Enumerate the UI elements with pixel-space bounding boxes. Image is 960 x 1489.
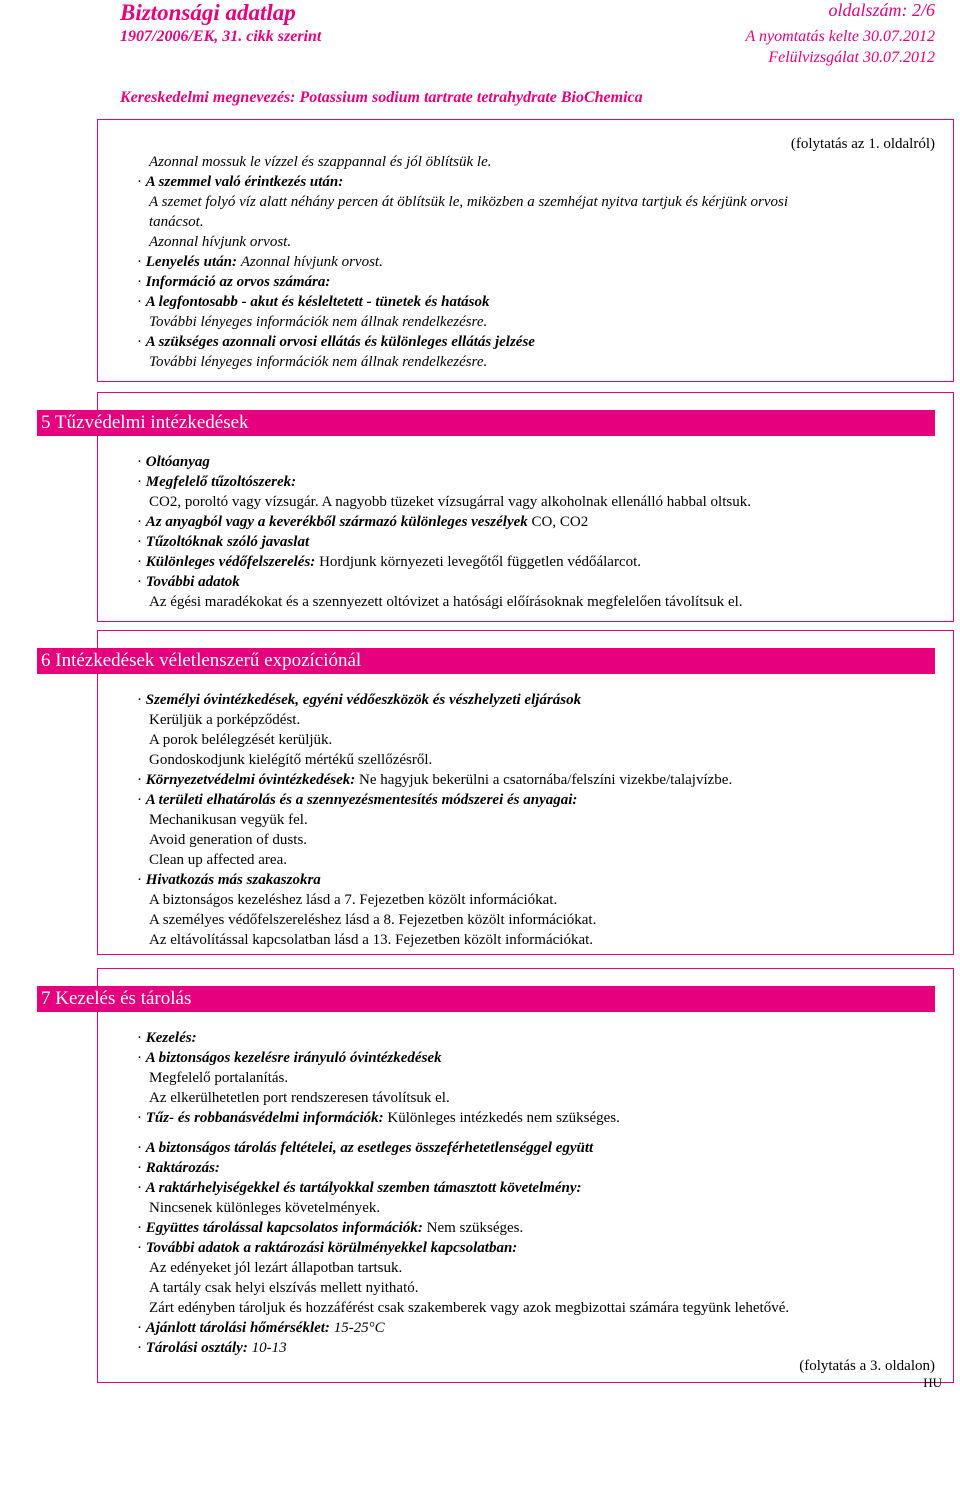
storage-requirements-heading: · A raktárhelyiségekkel és tartályokkal szemben támasztott követelmény: <box>137 1180 582 1196</box>
special-hazards-line: · Az anyagból vagy a keverékből származó különleges veszélyek CO, CO2 <box>137 514 589 530</box>
call-doctor-text: Azonnal hívjunk orvost. <box>149 234 292 250</box>
trade-name: Kereskedelmi megnevezés: Potassium sodium tartrate tetrahydrate BioChemica <box>120 89 643 106</box>
safe-handling-2: Az elkerülhetetlen port rendszeresen távolítsuk el. <box>149 1090 450 1106</box>
regulation-reference: 1907/2006/EK, 31. cikk szerint <box>120 28 322 45</box>
section-5-title: 5 Tűzvédelmi intézkedések <box>37 410 935 436</box>
extinguishing-media-heading: · Oltóanyag <box>137 454 210 470</box>
storage-further-1: Az edényeket jól lezárt állapotban tartsuk. <box>149 1260 403 1276</box>
protective-equipment-line: · Különleges védőfelszerelés: Hordjunk környezeti levegőtől független védőálarcot. <box>137 554 642 570</box>
symptoms-heading: · A legfontosabb - akut és késleltetett - tünetek és hatások <box>137 294 490 310</box>
containment-1: Mechanikusan vegyük fel. <box>149 812 308 828</box>
firefighter-advice-heading: · Tűzoltóknak szóló javaslat <box>137 534 310 550</box>
page-number: oldalszám: 2/6 <box>828 0 935 20</box>
storage-further-3: Zárt edényben tároljuk és hozzáférést csak szakemberek vagy azok megbizottai számára tegyünk lehetővé. <box>149 1300 790 1316</box>
further-info-text: Az égési maradékokat és a szennyezett oltóvizet a hatósági előírásoknak megfelelően távolítsuk el. <box>149 594 743 610</box>
doctor-info-heading: · Információ az orvos számára: <box>137 274 331 290</box>
section-6-title: 6 Intézkedések véletlenszerű expozíciónál <box>37 648 935 674</box>
continued-on: (folytatás a 3. oldalon) <box>799 1358 935 1374</box>
references-heading: · Hivatkozás más szakaszokra <box>137 872 321 888</box>
storage-temperature-line: · Ajánlott tárolási hőmérséklet: 15-25°C <box>137 1320 385 1336</box>
storage-heading: · Raktározás: <box>137 1160 220 1176</box>
containment-heading: · A területi elhatárolás és a szennyezésmentesítés módszerei és anyagai: <box>137 792 578 808</box>
safe-handling-heading: · A biztonságos kezelésre irányuló óvintézkedések <box>137 1050 442 1066</box>
symptoms-text: További lényeges információk nem állnak rendelkezésre. <box>149 314 488 330</box>
medical-attention-heading: · A szükséges azonnali orvosi ellátás és különleges ellátás jelzése <box>137 334 535 350</box>
safe-handling-1: Megfelelő portalanítás. <box>149 1070 289 1086</box>
medical-attention-text: További lényeges információk nem állnak rendelkezésre. <box>149 354 488 370</box>
storage-conditions-heading: · A biztonságos tárolás feltételei, az esetleges összeférhetetlenséggel együtt <box>137 1140 594 1156</box>
wash-instruction: Azonnal mossuk le vízzel és szappannal és jól öblítsük le. <box>149 154 492 170</box>
further-info-heading: · További adatok <box>137 574 240 590</box>
environmental-precautions-line: · Környezetvédelmi óvintézkedések: Ne hagyjuk bekerülni a csatornába/felszíni vizekbe/talajvízbe. <box>137 772 733 788</box>
joint-storage-line: · Együttes tárolással kapcsolatos információk: Nem szükséges. <box>137 1220 524 1236</box>
section-7-title: 7 Kezelés és tárolás <box>37 986 935 1012</box>
revision-date: Felülvizsgálat 30.07.2012 <box>768 49 935 66</box>
containment-3: Clean up affected area. <box>149 852 287 868</box>
storage-class-line: · Tárolási osztály: 10-13 <box>137 1340 287 1356</box>
print-date: A nyomtatás kelte 30.07.2012 <box>745 28 935 45</box>
suitable-agents-text: CO2, poroltó vagy vízsugár. A nagyobb tüzeket vízsugárral vagy alkoholnak ellenálló habbal oltsuk. <box>149 494 751 510</box>
reference-1: A biztonságos kezeléshez lásd a 7. Fejezetben közölt információkat. <box>149 892 558 908</box>
eye-contact-heading: · A szemmel való érintkezés után: <box>137 174 344 190</box>
reference-2: A személyes védőfelszereléshez lásd a 8. Fejezetben közölt információkat. <box>149 912 597 928</box>
handling-heading: · Kezelés: <box>137 1030 197 1046</box>
eye-contact-text: A szemet folyó víz alatt néhány percen át öblítsük le, miközben a szemhéjat nyitva tartjuk és kérjünk orvosi <box>149 194 789 210</box>
personal-precautions-3: Gondoskodjunk kielégítő mértékű szellőzésről. <box>149 752 433 768</box>
document-title: Biztonsági adatlap <box>120 0 296 25</box>
suitable-agents-heading: · Megfelelő tűzoltószerek: <box>137 474 297 490</box>
language-code: HU <box>923 1375 942 1390</box>
continued-from: (folytatás az 1. oldalról) <box>790 136 935 152</box>
fire-explosion-line: · Tűz- és robbanásvédelmi információk: Különleges intézkedés nem szükséges. <box>137 1110 620 1126</box>
storage-requirements-text: Nincsenek különleges követelmények. <box>149 1200 381 1216</box>
ingestion-line: · Lenyelés után: Azonnal hívjunk orvost. <box>137 254 383 270</box>
storage-further-2: A tartály csak helyi elszívás mellett nyitható. <box>149 1280 419 1296</box>
personal-precautions-heading: · Személyi óvintézkedések, egyéni védőeszközök és vészhelyzeti eljárások <box>137 692 582 708</box>
reference-3: Az eltávolítással kapcsolatban lásd a 13. Fejezetben közölt információkat. <box>149 932 594 948</box>
storage-further-heading: · További adatok a raktározási körülményekkel kapcsolatban: <box>137 1240 518 1256</box>
personal-precautions-2: A porok belélegzését kerüljük. <box>149 732 333 748</box>
eye-contact-text-cont: tanácsot. <box>149 214 204 230</box>
containment-2: Avoid generation of dusts. <box>149 832 308 848</box>
personal-precautions-1: Kerüljük a porképződést. <box>149 712 301 728</box>
